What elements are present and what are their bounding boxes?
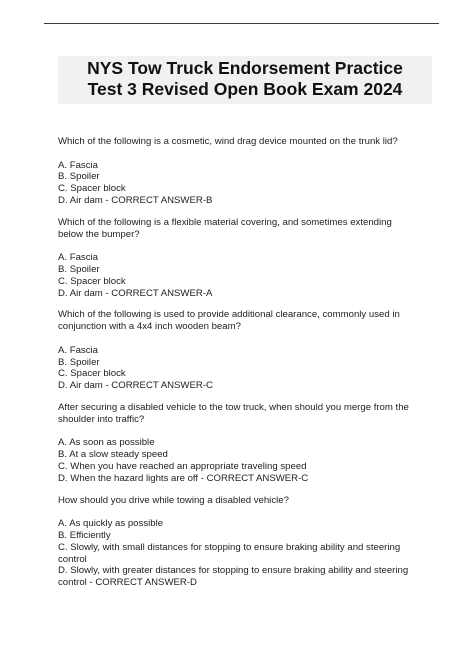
answer-options [58,252,418,299]
answer-option: D. Slowly, with greater distances for stopping to ensure braking ability and steering control - CORRECT ANSWER-D [58,565,409,589]
question-block [58,309,418,392]
question-text: Which of the following is a cosmetic, wind drag device mounted on the trunk lid? [58,136,398,147]
question-block [58,217,418,300]
answer-option: A. As soon as possible [58,437,155,449]
answer-option: D. Air dam - CORRECT ANSWER-B [58,194,213,206]
question-block [58,495,418,589]
answer-option: A. Fascia [58,344,98,356]
answer-option: C. Slowly, with small distances for stopping to ensure braking ability and steering control [58,541,401,565]
title-line-2: Test 3 Revised Open Book Exam 2024 [87,79,403,99]
answer-option: D. Air dam - CORRECT ANSWER-A [58,287,213,299]
answer-option: B. Spoiler [58,171,100,183]
question-text: How should you drive while towing a disabled vehicle? [58,494,289,506]
title-line-1: NYS Tow Truck Endorsement Practice [87,58,403,78]
answer-option: B. Spoiler [58,263,100,275]
question-text: Which of the following is a flexible material covering, and sometimes extending below the bumper? [58,216,392,240]
answer-option: D. Air dam - CORRECT ANSWER-C [58,380,213,392]
document-title [58,58,432,100]
answer-option: B. Efficiently [58,529,111,541]
question-text: Which of the following is used to provide additional clearance, commonly used in conjunction with a 4x4 inch wooden beam? [58,309,400,333]
answer-option: C. Spacer block [58,368,126,380]
answer-options [58,437,418,484]
answer-option: D. When the hazard lights are off - CORRECT ANSWER-C [58,472,309,484]
answer-option: C. When you have reached an appropriate traveling speed [58,460,307,472]
header-rule [44,23,439,24]
question-block [58,136,418,207]
answer-options [58,160,418,207]
question-text: After securing a disabled vehicle to the tow truck, when should you merge from the shoulder into traffic? [58,401,409,425]
question-block [58,402,418,485]
answer-options [58,345,418,392]
answer-options [58,518,418,589]
answer-option: B. Spoiler [58,356,100,368]
answer-option: A. Fascia [58,252,98,264]
questions-list [58,136,418,599]
answer-option: A. Fascia [58,159,98,171]
answer-option: C. Spacer block [58,183,126,195]
answer-option: C. Spacer block [58,275,126,287]
answer-option: B. At a slow steady speed [58,449,168,461]
answer-option: A. As quickly as possible [58,518,164,530]
